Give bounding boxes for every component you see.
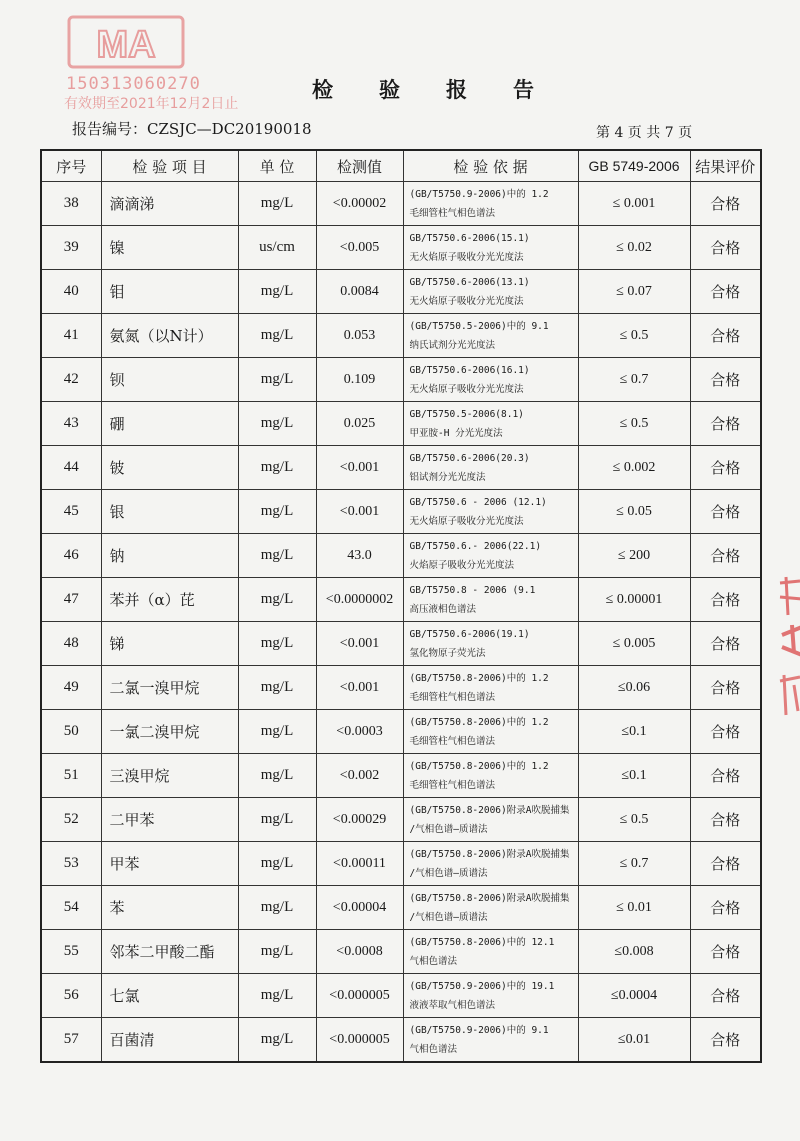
standard-limit: ≤ 0.05 (578, 490, 690, 534)
test-basis-method: 无火焰原子吸收分光光度法 (409, 515, 524, 527)
test-item: 银 (101, 490, 238, 534)
col-header-result: 结果评价 (690, 150, 761, 182)
test-basis-method: /气相色谱—质谱法 (409, 867, 488, 879)
row-number: 40 (41, 270, 101, 314)
measured-value: <0.00002 (316, 182, 403, 226)
test-item: 一氯二溴甲烷 (101, 710, 238, 754)
test-basis (403, 490, 578, 534)
unit: mg/L (238, 270, 316, 314)
test-item: 百菌清 (101, 1018, 238, 1063)
standard-limit: ≤ 0.001 (578, 182, 690, 226)
test-basis-method: 毛细管柱气相色谱法 (409, 691, 496, 703)
measured-value: 0.025 (316, 402, 403, 446)
test-basis (403, 270, 578, 314)
row-number: 38 (41, 182, 101, 226)
side-seal-mark (776, 575, 800, 725)
test-basis (403, 446, 578, 490)
test-basis-standard: GB/T5750.5-2006(8.1) (409, 408, 524, 420)
test-basis-standard: (GB/T5750.9-2006)中的 19.1 (409, 980, 555, 992)
table-row (41, 886, 761, 930)
test-basis-standard: GB/T5750.6-2006(15.1) (409, 232, 530, 244)
test-basis-method: /气相色谱—质谱法 (409, 823, 488, 835)
result-evaluation: 合格 (690, 402, 761, 446)
result-evaluation: 合格 (690, 798, 761, 842)
measured-value: 43.0 (316, 534, 403, 578)
unit: mg/L (238, 578, 316, 622)
test-basis-method: 纳氏试剂分光光度法 (409, 339, 496, 351)
row-number: 47 (41, 578, 101, 622)
table-row (41, 710, 761, 754)
test-basis-method: 无火焰原子吸收分光光度法 (409, 383, 524, 395)
row-number: 49 (41, 666, 101, 710)
standard-limit: ≤0.06 (578, 666, 690, 710)
test-basis (403, 182, 578, 226)
measured-value: 0.0084 (316, 270, 403, 314)
unit: mg/L (238, 798, 316, 842)
measured-value: <0.002 (316, 754, 403, 798)
test-basis (403, 534, 578, 578)
unit: mg/L (238, 490, 316, 534)
table-row (41, 314, 761, 358)
unit: mg/L (238, 666, 316, 710)
test-basis-standard: GB/T5750.6 - 2006 (12.1) (409, 496, 547, 508)
row-number: 44 (41, 446, 101, 490)
row-number: 51 (41, 754, 101, 798)
row-number: 53 (41, 842, 101, 886)
test-basis-method: 气相色谱法 (409, 1043, 458, 1055)
row-number: 39 (41, 226, 101, 270)
standard-limit: ≤ 0.7 (578, 358, 690, 402)
measured-value: 0.053 (316, 314, 403, 358)
result-evaluation: 合格 (690, 886, 761, 930)
unit: mg/L (238, 974, 316, 1018)
result-evaluation: 合格 (690, 710, 761, 754)
result-evaluation: 合格 (690, 842, 761, 886)
test-basis-standard: (GB/T5750.8-2006)中的 1.2 (409, 716, 549, 728)
svg-text:MA: MA (96, 24, 156, 66)
test-basis (403, 358, 578, 402)
col-header-standard: GB 5749-2006 (578, 150, 690, 182)
standard-limit: ≤ 200 (578, 534, 690, 578)
unit: mg/L (238, 886, 316, 930)
test-basis-standard: GB/T5750.6-2006(19.1) (409, 628, 530, 640)
unit: mg/L (238, 754, 316, 798)
test-basis-standard: (GB/T5750.9-2006)中的 1.2 (409, 188, 549, 200)
test-item: 苯并（α）芘 (101, 578, 238, 622)
stamp-number: 150313060270 (66, 74, 201, 94)
row-number: 50 (41, 710, 101, 754)
test-basis-method: 气相色谱法 (409, 955, 458, 967)
report-number: 报告编号：CZSJC—DC20190018 (72, 120, 312, 138)
measured-value: <0.00011 (316, 842, 403, 886)
standard-limit: ≤ 0.005 (578, 622, 690, 666)
test-item: 滴滴涕 (101, 182, 238, 226)
test-item: 七氯 (101, 974, 238, 1018)
row-number: 55 (41, 930, 101, 974)
test-basis-method: 毛细管柱气相色谱法 (409, 779, 496, 791)
table-row (41, 446, 761, 490)
table-row (41, 402, 761, 446)
test-basis-standard: (GB/T5750.9-2006)中的 9.1 (409, 1024, 549, 1036)
row-number: 54 (41, 886, 101, 930)
table-row (41, 974, 761, 1018)
test-basis-method: 铝试剂分光光度法 (409, 471, 486, 483)
test-basis-standard: GB/T5750.6-2006(16.1) (409, 364, 530, 376)
row-number: 56 (41, 974, 101, 1018)
result-evaluation: 合格 (690, 446, 761, 490)
test-basis-standard: (GB/T5750.8-2006)中的 1.2 (409, 760, 549, 772)
table-row (41, 534, 761, 578)
test-item: 铍 (101, 446, 238, 490)
result-evaluation: 合格 (690, 270, 761, 314)
standard-limit: ≤ 0.5 (578, 314, 690, 358)
result-evaluation: 合格 (690, 754, 761, 798)
result-evaluation: 合格 (690, 182, 761, 226)
test-basis-method: /气相色谱—质谱法 (409, 911, 488, 923)
test-basis (403, 842, 578, 886)
measured-value: <0.001 (316, 622, 403, 666)
unit: mg/L (238, 710, 316, 754)
table-row (41, 666, 761, 710)
test-basis-standard: (GB/T5750.8-2006)附录A吹脱捕集 (409, 892, 570, 904)
result-evaluation: 合格 (690, 358, 761, 402)
unit: mg/L (238, 182, 316, 226)
table-row (41, 182, 761, 226)
measured-value: <0.000005 (316, 974, 403, 1018)
test-basis (403, 666, 578, 710)
table-row (41, 578, 761, 622)
test-basis (403, 930, 578, 974)
test-basis-method: 甲亚胺-H 分光光度法 (409, 427, 503, 439)
test-item: 钼 (101, 270, 238, 314)
col-header-value: 检测值 (316, 150, 403, 182)
test-basis-method: 毛细管柱气相色谱法 (409, 207, 496, 219)
test-basis (403, 754, 578, 798)
test-basis-standard: GB/T5750.6.- 2006(22.1) (409, 540, 542, 552)
table-row (41, 842, 761, 886)
test-basis (403, 314, 578, 358)
row-number: 46 (41, 534, 101, 578)
unit: mg/L (238, 446, 316, 490)
measured-value: <0.001 (316, 490, 403, 534)
page-title: 检验报告 (312, 77, 580, 102)
result-evaluation: 合格 (690, 534, 761, 578)
test-item: 钠 (101, 534, 238, 578)
measured-value: <0.000005 (316, 1018, 403, 1063)
col-header-unit: 单 位 (238, 150, 316, 182)
test-basis-standard: GB/T5750.6-2006(13.1) (409, 276, 530, 288)
inspection-table (40, 149, 762, 1063)
table-header-row (41, 150, 761, 182)
standard-limit: ≤ 0.00001 (578, 578, 690, 622)
page-info: 第 4 页 共 7 页 (596, 125, 693, 141)
table-row (41, 930, 761, 974)
test-item: 甲苯 (101, 842, 238, 886)
test-basis-method: 毛细管柱气相色谱法 (409, 735, 496, 747)
table-row (41, 358, 761, 402)
stamp-validity: 有效期至2021年12月2日止 (64, 96, 239, 112)
standard-limit: ≤ 0.02 (578, 226, 690, 270)
measured-value: <0.00004 (316, 886, 403, 930)
table-row (41, 798, 761, 842)
result-evaluation: 合格 (690, 490, 761, 534)
measured-value: <0.001 (316, 446, 403, 490)
test-basis-method: 氢化物原子荧光法 (409, 647, 486, 659)
standard-limit: ≤ 0.01 (578, 886, 690, 930)
test-basis-method: 无火焰原子吸收分光光度法 (409, 295, 524, 307)
row-number: 43 (41, 402, 101, 446)
result-evaluation: 合格 (690, 622, 761, 666)
test-basis-method: 液液萃取气相色谱法 (409, 999, 496, 1011)
unit: mg/L (238, 314, 316, 358)
measured-value: <0.0003 (316, 710, 403, 754)
col-header-basis: 检 验 依 据 (403, 150, 578, 182)
unit: mg/L (238, 534, 316, 578)
test-item: 二甲苯 (101, 798, 238, 842)
cma-stamp-logo (66, 14, 186, 70)
test-basis-standard: (GB/T5750.8-2006)中的 12.1 (409, 936, 555, 948)
test-basis (403, 886, 578, 930)
result-evaluation: 合格 (690, 226, 761, 270)
unit: us/cm (238, 226, 316, 270)
measured-value: <0.00029 (316, 798, 403, 842)
test-basis (403, 974, 578, 1018)
row-number: 52 (41, 798, 101, 842)
test-item: 三溴甲烷 (101, 754, 238, 798)
standard-limit: ≤0.1 (578, 710, 690, 754)
row-number: 48 (41, 622, 101, 666)
measured-value: <0.0000002 (316, 578, 403, 622)
test-basis-standard: GB/T5750.6-2006(20.3) (409, 452, 530, 464)
row-number: 57 (41, 1018, 101, 1063)
unit: mg/L (238, 930, 316, 974)
test-item: 二氯一溴甲烷 (101, 666, 238, 710)
table-row (41, 270, 761, 314)
unit: mg/L (238, 402, 316, 446)
test-item: 钡 (101, 358, 238, 402)
standard-limit: ≤ 0.5 (578, 402, 690, 446)
standard-limit: ≤ 0.7 (578, 842, 690, 886)
test-basis (403, 798, 578, 842)
unit: mg/L (238, 1018, 316, 1063)
result-evaluation: 合格 (690, 578, 761, 622)
standard-limit: ≤ 0.07 (578, 270, 690, 314)
col-header-item: 检 验 项 目 (101, 150, 238, 182)
standard-limit: ≤0.01 (578, 1018, 690, 1063)
standard-limit: ≤0.1 (578, 754, 690, 798)
test-basis (403, 578, 578, 622)
test-basis-method: 高压液相色谱法 (409, 603, 477, 615)
test-basis (403, 622, 578, 666)
row-number: 41 (41, 314, 101, 358)
table-row (41, 754, 761, 798)
standard-limit: ≤0.0004 (578, 974, 690, 1018)
test-basis-standard: GB/T5750.8 - 2006 (9.1 (409, 584, 536, 596)
test-item: 邻苯二甲酸二酯 (101, 930, 238, 974)
test-basis-method: 火焰原子吸收分光光度法 (409, 559, 515, 571)
standard-limit: ≤ 0.5 (578, 798, 690, 842)
table-row (41, 622, 761, 666)
measured-value: <0.001 (316, 666, 403, 710)
test-basis (403, 402, 578, 446)
test-basis-standard: (GB/T5750.8-2006)附录A吹脱捕集 (409, 848, 570, 860)
test-item: 锑 (101, 622, 238, 666)
standard-limit: ≤ 0.002 (578, 446, 690, 490)
measured-value: <0.005 (316, 226, 403, 270)
result-evaluation: 合格 (690, 974, 761, 1018)
row-number: 42 (41, 358, 101, 402)
row-number: 45 (41, 490, 101, 534)
test-basis-method: 无火焰原子吸收分光光度法 (409, 251, 524, 263)
table-row (41, 226, 761, 270)
standard-limit: ≤0.008 (578, 930, 690, 974)
result-evaluation: 合格 (690, 1018, 761, 1063)
measured-value: 0.109 (316, 358, 403, 402)
test-basis-standard: (GB/T5750.8-2006)中的 1.2 (409, 672, 549, 684)
col-header-no: 序号 (41, 150, 101, 182)
test-item: 苯 (101, 886, 238, 930)
result-evaluation: 合格 (690, 314, 761, 358)
test-item: 镍 (101, 226, 238, 270)
unit: mg/L (238, 358, 316, 402)
test-basis (403, 226, 578, 270)
table-row (41, 1018, 761, 1063)
test-basis-standard: (GB/T5750.8-2006)附录A吹脱捕集 (409, 804, 570, 816)
test-basis (403, 1018, 578, 1063)
test-item: 硼 (101, 402, 238, 446)
test-item: 氨氮（以N计） (101, 314, 238, 358)
result-evaluation: 合格 (690, 930, 761, 974)
result-evaluation: 合格 (690, 666, 761, 710)
table-row (41, 490, 761, 534)
unit: mg/L (238, 842, 316, 886)
test-basis-standard: (GB/T5750.5-2006)中的 9.1 (409, 320, 549, 332)
unit: mg/L (238, 622, 316, 666)
test-basis (403, 710, 578, 754)
measured-value: <0.0008 (316, 930, 403, 974)
